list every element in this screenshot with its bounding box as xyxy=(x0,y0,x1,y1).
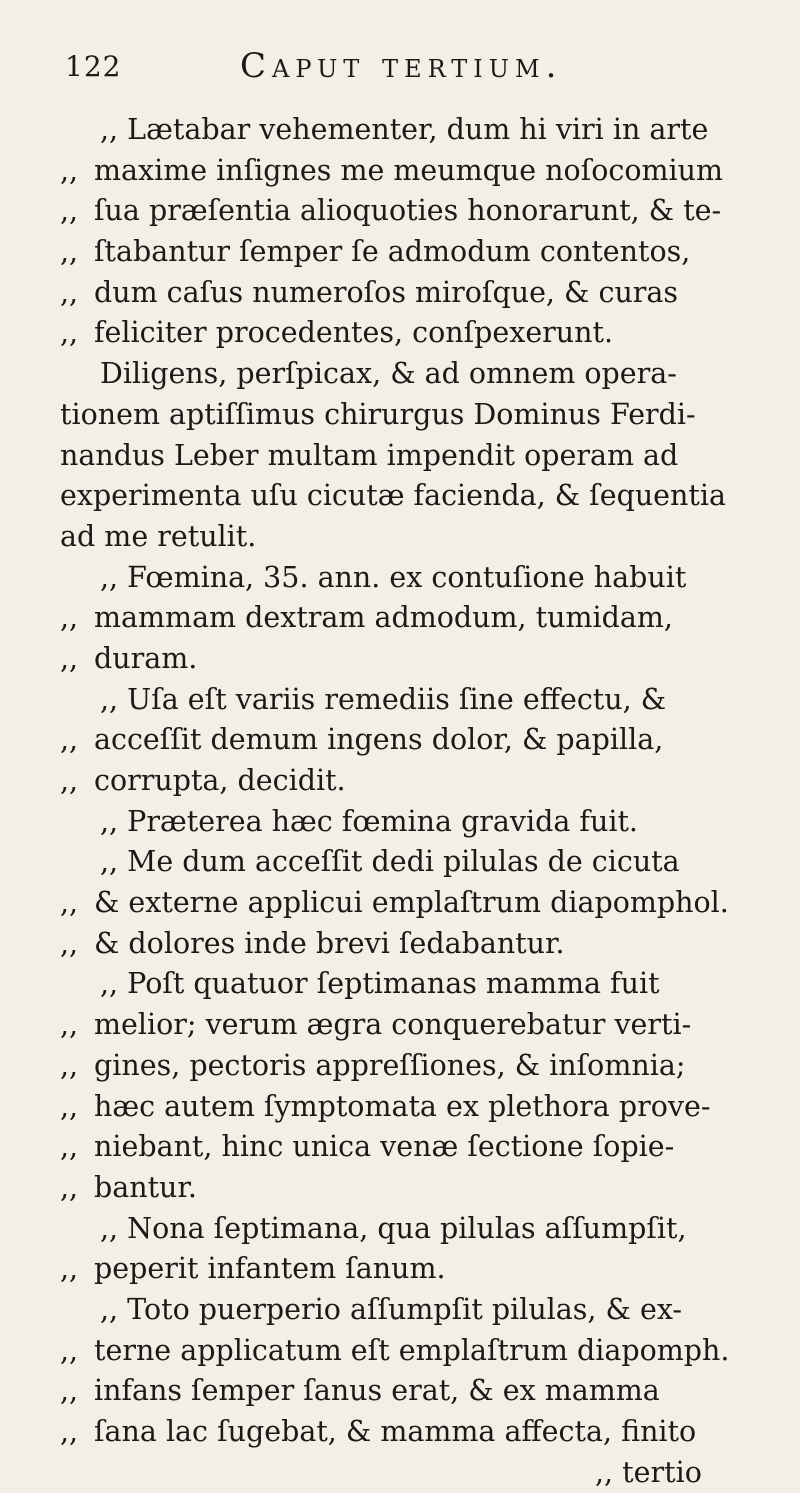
quote-mark: ,, xyxy=(60,1374,79,1408)
quote-mark: ,, xyxy=(60,1130,79,1164)
line-text: ,, Uſa eſt variis remediis ſine effectu, & xyxy=(100,682,667,716)
quote-mark: ,, xyxy=(60,641,79,675)
text-line xyxy=(60,1209,780,1250)
line-text: feliciter procedentes, conſpexerunt. xyxy=(94,316,614,350)
quote-mark: ,, xyxy=(60,926,79,960)
quote-mark: ,, xyxy=(60,601,79,635)
line-text: ,, Me dum acceſſit dedi pilulas de cicuta xyxy=(100,845,680,879)
quote-mark: ,, xyxy=(60,1252,79,1286)
running-header xyxy=(65,46,685,96)
line-text: ,, Lætabar vehementer, dum hi viri in arte xyxy=(100,113,709,146)
quote-mark: ,, xyxy=(60,1008,79,1042)
line-text: dum caſus numeroſos miroſque, & curas xyxy=(94,275,679,309)
line-text: corrupta, decidit. xyxy=(94,764,346,797)
text-line xyxy=(60,313,780,354)
line-text: tionem aptiſſimus chirurgus Dominus Ferdi- xyxy=(60,397,696,431)
text-line xyxy=(60,1453,780,1493)
text-line xyxy=(60,1168,780,1209)
line-text: gines, pectoris appreſſiones, & inſomnia; xyxy=(94,1048,686,1082)
line-text: ad me retulit. xyxy=(60,519,257,553)
text-line xyxy=(60,1371,780,1412)
text-body xyxy=(60,110,780,1493)
quote-mark: ,, xyxy=(60,316,79,350)
text-line xyxy=(60,436,780,477)
quote-mark: ,, xyxy=(60,194,79,228)
text-line xyxy=(60,598,780,639)
quote-mark: ,, xyxy=(60,723,79,757)
text-line xyxy=(60,1005,780,1046)
text-line xyxy=(60,273,780,314)
text-line xyxy=(60,1290,780,1331)
text-line xyxy=(60,191,780,232)
line-text: & externe applicui emplaſtrum diapomphol. xyxy=(94,886,729,920)
line-text: bantur. xyxy=(94,1170,197,1204)
text-line xyxy=(60,476,780,517)
text-line xyxy=(60,883,780,924)
line-text: ,, Nona ſeptimana, qua pilulas aſſumpſit, xyxy=(100,1211,687,1245)
quote-mark: ,, xyxy=(60,1170,79,1204)
text-line xyxy=(60,1412,780,1453)
text-line xyxy=(60,1046,780,1087)
text-line xyxy=(60,1249,780,1290)
line-text: ,, Toto puerperio aſſumpſit pilulas, & ex- xyxy=(100,1292,683,1326)
line-text: nandus Leber multam impendit operam ad xyxy=(60,438,679,472)
line-text: acceſſit demum ingens dolor, & papilla, xyxy=(94,723,664,757)
quote-mark: ,, xyxy=(60,1089,79,1123)
line-text: mammam dextram admodum, tumidam, xyxy=(94,601,673,635)
text-line xyxy=(60,761,780,802)
line-text: maxime inſignes me meumque noſocomium xyxy=(94,153,724,187)
line-text: ſtabantur ſemper ſe admodum contentos, xyxy=(94,235,691,269)
quote-mark: ,, xyxy=(60,1048,79,1082)
line-text: melior; verum ægra conquerebatur verti- xyxy=(94,1008,692,1042)
text-line xyxy=(60,1087,780,1128)
text-line xyxy=(60,842,780,883)
text-line xyxy=(60,802,780,843)
text-line xyxy=(60,151,780,192)
line-text: terne applicatum eſt emplaſtrum diapomph. xyxy=(94,1333,730,1367)
line-text: peperit infantem ſanum. xyxy=(94,1252,446,1286)
quote-mark: ,, xyxy=(60,235,79,269)
text-line xyxy=(60,680,780,721)
line-text: duram. xyxy=(94,641,198,675)
line-text: Diligens, perſpicax, & ad omnem opera- xyxy=(100,357,677,391)
line-text: ſana lac ſugebat, & mamma affecta, finito xyxy=(94,1415,697,1448)
text-line xyxy=(60,720,780,761)
text-line xyxy=(60,232,780,273)
line-text: ,, Poſt quatuor ſeptimanas mamma fuit xyxy=(100,967,660,1001)
text-line xyxy=(60,639,780,680)
line-text: ,, Præterea hæc fœmina gravida fuit. xyxy=(100,804,638,838)
quote-mark: ,, xyxy=(60,1333,79,1367)
text-line xyxy=(60,395,780,436)
text-line xyxy=(60,1331,780,1372)
text-line xyxy=(60,924,780,965)
text-line xyxy=(60,964,780,1005)
line-text: experimenta uſu cicutæ facienda, & ſequentia xyxy=(60,479,726,513)
line-text: ,, tertio xyxy=(595,1455,702,1489)
quote-mark: ,, xyxy=(60,1415,79,1448)
line-text: ſua præſentia alioquoties honorarunt, & te- xyxy=(94,194,722,228)
line-text: & dolores inde brevi ſedabantur. xyxy=(94,926,565,960)
line-text: infans ſemper ſanus erat, & ex mamma xyxy=(94,1374,660,1408)
running-title: Caput tertium. xyxy=(240,46,563,86)
quote-mark: ,, xyxy=(60,764,79,797)
text-line xyxy=(60,1127,780,1168)
quote-mark: ,, xyxy=(60,886,79,920)
text-line xyxy=(60,110,780,151)
page-number: 122 xyxy=(65,50,122,83)
text-line xyxy=(60,558,780,599)
quote-mark: ,, xyxy=(60,275,79,309)
quote-mark: ,, xyxy=(60,153,79,187)
text-line xyxy=(60,517,780,558)
line-text: ,, Fœmina, 35. ann. ex contuſione habuit xyxy=(100,560,687,594)
text-line xyxy=(60,354,780,395)
line-text: niebant, hinc unica venæ ſectione ſopie- xyxy=(94,1130,675,1164)
line-text: hæc autem ſymptomata ex plethora prove- xyxy=(94,1089,711,1123)
